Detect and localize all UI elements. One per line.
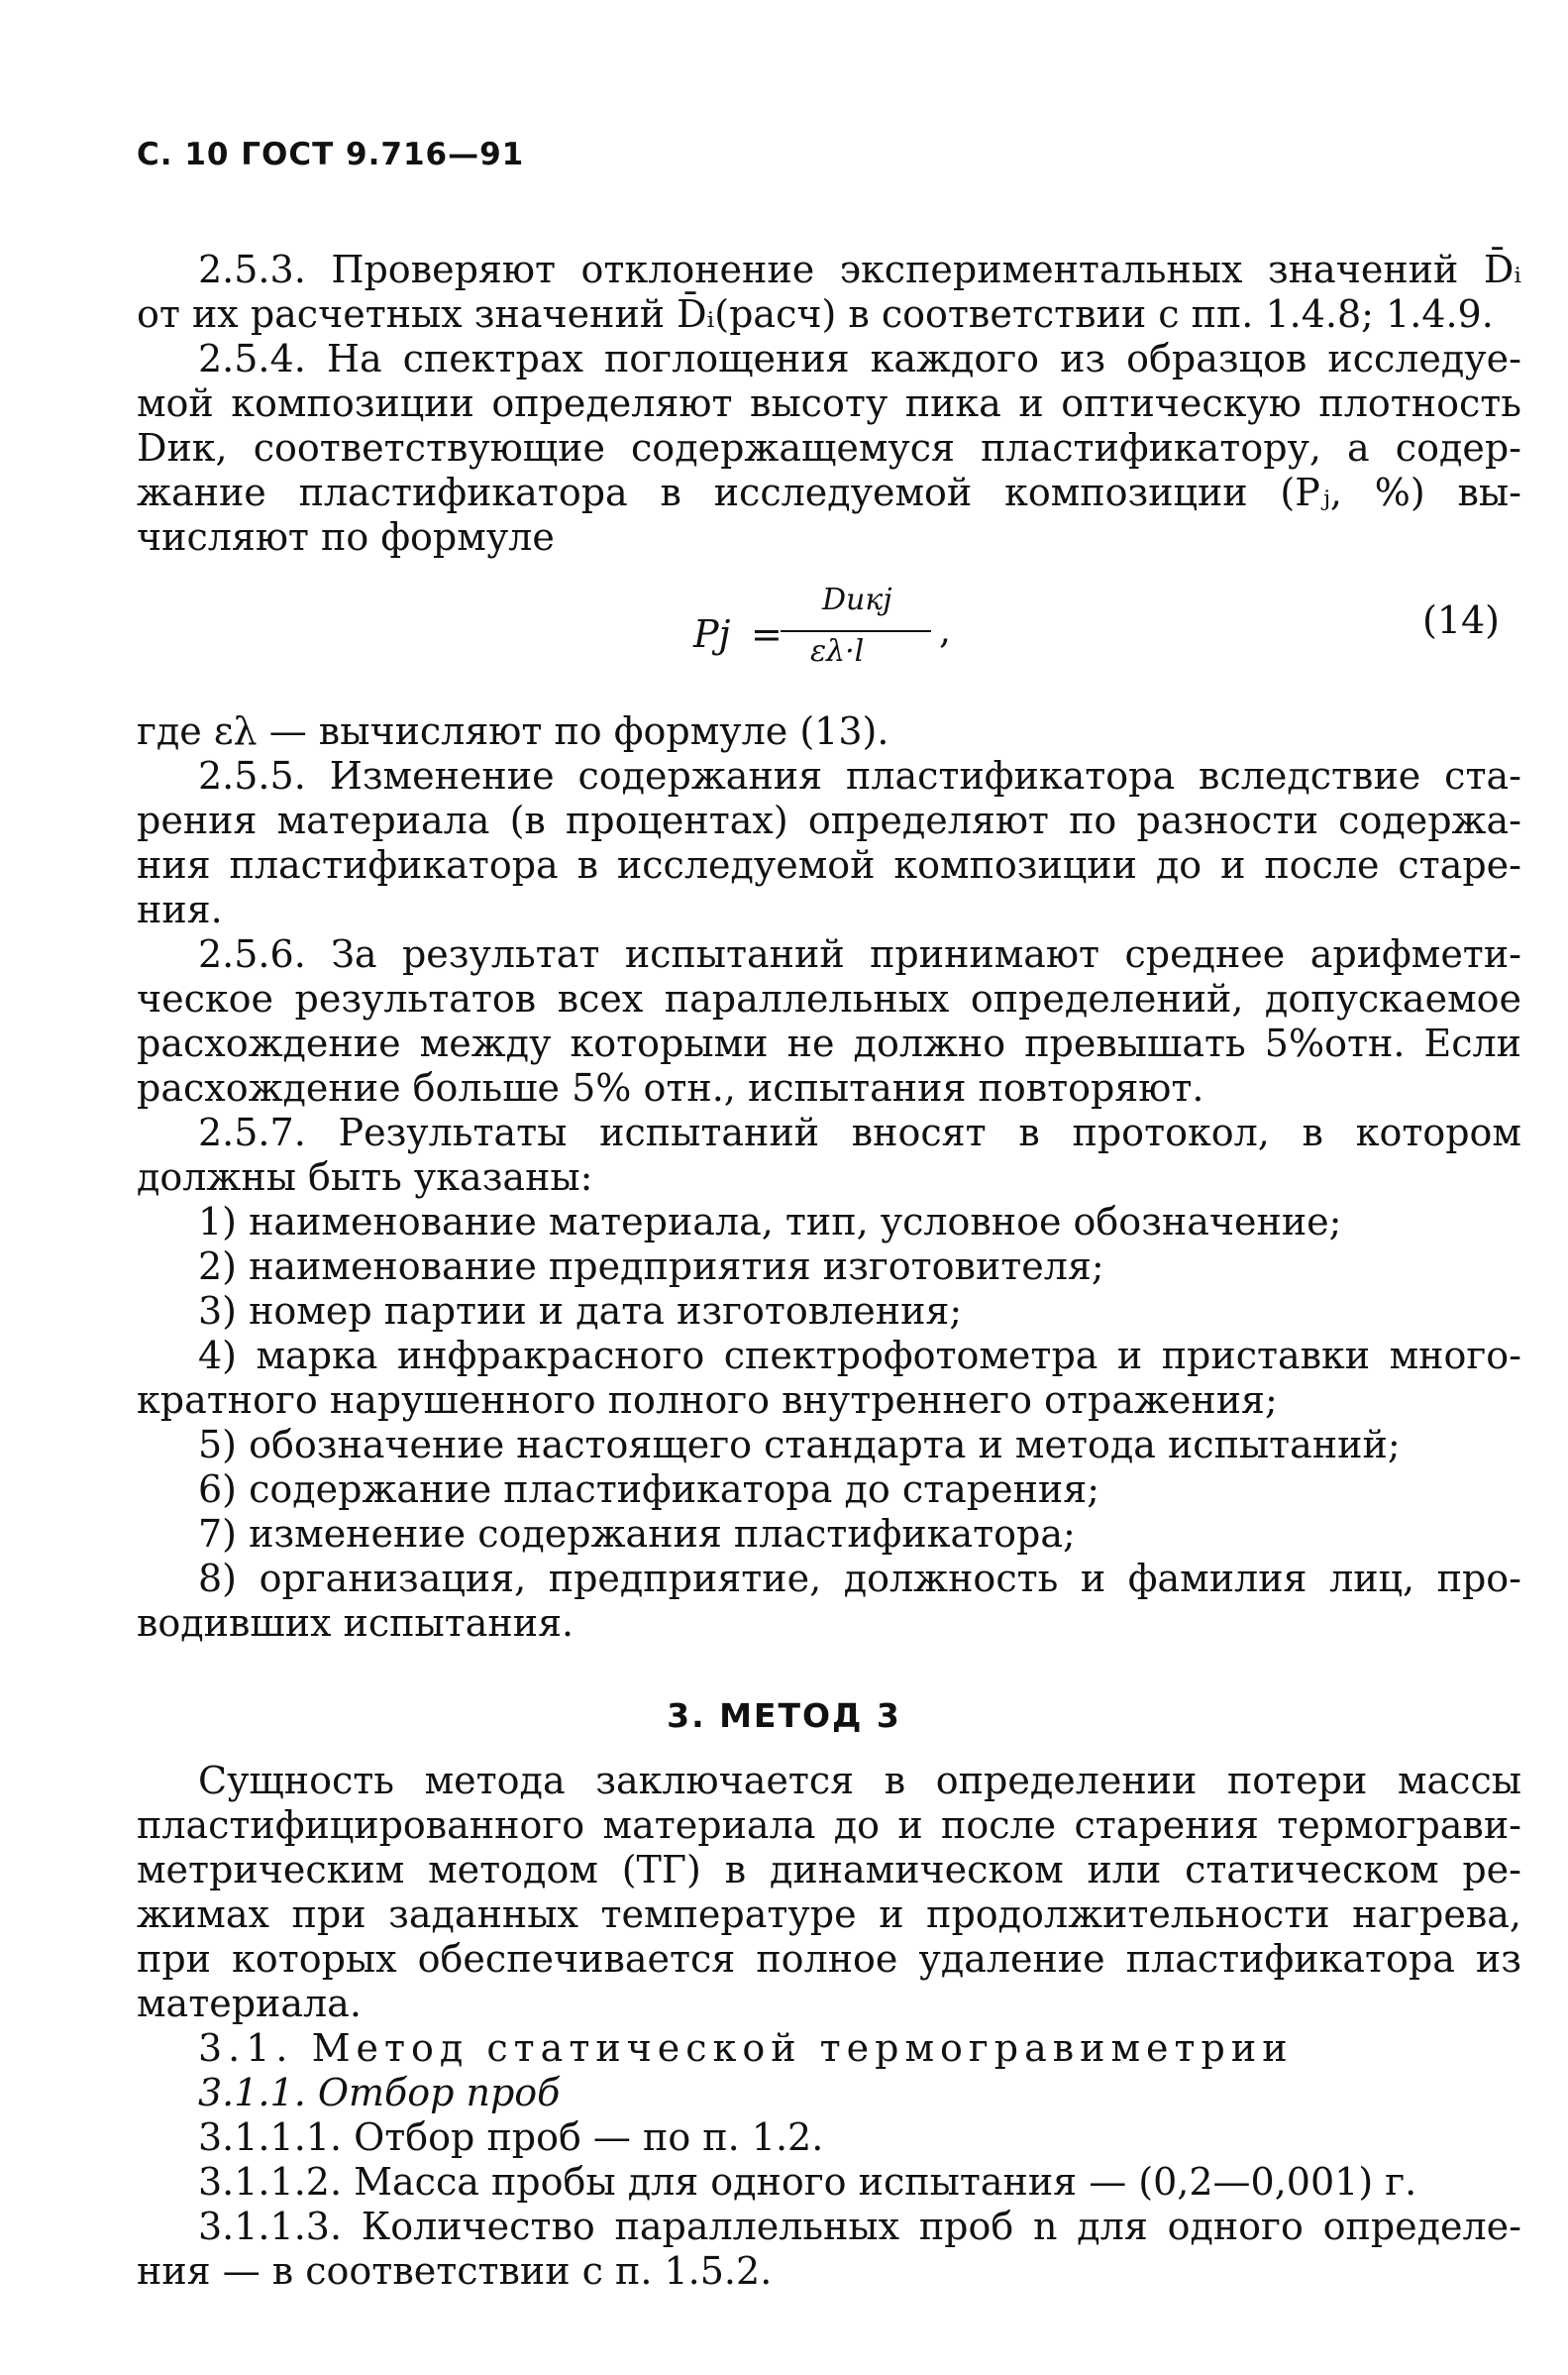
list-item: 1) наименование материала, тип, условное обозначение; — [198, 1200, 1342, 1243]
paragraph-2-5-5-line-2: рения материала (в процентах) определяют по разности содержа- — [137, 799, 1521, 842]
list-item: 6) содержание пластификатора до старения; — [198, 1467, 1100, 1511]
section-3-intro-line-5: при которых обеспечивается полное удаление пластификатора из — [137, 1937, 1521, 1981]
section-3-intro-line-3: метрическим методом (ТГ) в динамическом или статическом ре- — [137, 1848, 1521, 1891]
paragraph-2-5-4-line-5: числяют по формуле — [137, 515, 555, 559]
paragraph-2-5-5-line-4: ния. — [137, 888, 223, 931]
formula-14 — [693, 583, 991, 692]
subsection-3-1-title: 3.1. Метод статической термогравиметрии — [198, 2026, 1294, 2070]
paragraph-2-5-5-line-1: 2.5.5. Изменение содержания пластификатора вследствие ста- — [198, 754, 1521, 798]
paragraph-2-5-6-line-1: 2.5.6. За результат испытаний принимают среднее арифмети- — [198, 932, 1521, 976]
list-item: 7) изменение содержания пластификатора; — [198, 1512, 1076, 1556]
paragraph-2-5-4-line-4: жание пластификатора в исследуемой композиции (Pⱼ, %) вы- — [137, 471, 1521, 514]
formula-denominator: ελ·l — [810, 634, 865, 669]
formula-explanation: где ελ — вычисляют по формуле (13). — [137, 709, 889, 753]
section-3-intro-line-2: пластифицированного материала до и после старения термограви- — [137, 1803, 1521, 1847]
paragraph-2-5-5-line-3: ния пластификатора в исследуемой композиции до и после старе- — [137, 843, 1521, 887]
formula-lhs: Pj — [693, 612, 731, 656]
list-item: 3) номер партии и дата изготовления; — [198, 1289, 963, 1333]
list-item: 2) наименование предприятия изготовителя; — [198, 1244, 1104, 1288]
paragraph-3-1-1-2: 3.1.1.2. Масса пробы для одного испытания — (0,2—0,001) г. — [198, 2160, 1417, 2204]
section-3-intro-line-1: Сущность метода заключается в определении потери массы — [198, 1759, 1521, 1802]
paragraph-2-5-7-line-2: должны быть указаны: — [137, 1155, 593, 1199]
section-3-intro-line-6: материала. — [137, 1982, 362, 2025]
list-item: 4) марка инфракрасного спектрофотометра и приставки много- — [198, 1334, 1521, 1377]
section-3-intro-line-4: жимах при заданных температуре и продолжительности нагрева, — [137, 1892, 1521, 1936]
section-heading: 3. МЕТОД 3 — [667, 1696, 901, 1735]
paragraph-2-5-6-line-2: ческое результатов всех параллельных определений, допускаемое — [137, 977, 1521, 1021]
paragraph-2-5-6-line-4: расхождение больше 5% отн., испытания повторяют. — [137, 1066, 1204, 1110]
list-item: 5) обозначение настоящего стандарта и метода испытаний; — [198, 1423, 1401, 1466]
paragraph-2-5-3-line-2: от их расчетных значений D̄ᵢ(расч) в соответствии с пп. 1.4.8; 1.4.9. — [137, 292, 1494, 336]
subsection-3-1-1-title: 3.1.1. Отбор проб — [198, 2071, 561, 2114]
page-header: С. 10 ГОСТ 9.716—91 — [137, 137, 525, 172]
paragraph-2-5-7-line-1: 2.5.7. Результаты испытаний вносят в протокол, в котором — [198, 1111, 1521, 1154]
paragraph-2-5-4-line-1: 2.5.4. На спектрах поглощения каждого из образцов исследуе- — [198, 337, 1521, 380]
formula-number: (14) — [1422, 598, 1501, 642]
fraction-bar — [781, 630, 931, 632]
formula-comma: , — [939, 608, 952, 652]
paragraph-2-5-4-line-2: мой композиции определяют высоту пика и оптическую плотность — [137, 381, 1521, 425]
list-item-continuation: водивших испытания. — [137, 1601, 575, 1645]
list-item-continuation: кратного нарушенного полного внутреннего отражения; — [137, 1378, 1278, 1422]
list-item: 8) организация, предприятие, должность и фамилия лиц, про- — [198, 1557, 1521, 1600]
paragraph-2-5-6-line-3: расхождение между которыми не должно превышать 5%отн. Если — [137, 1022, 1521, 1065]
paragraph-3-1-1-3-line-1: 3.1.1.3. Количество параллельных проб n для одного определе- — [198, 2205, 1521, 2248]
paragraph-2-5-4-line-3: Dик, соответствующие содержащемуся пластификатору, а содер- — [137, 426, 1521, 470]
formula-equals: = — [751, 612, 783, 656]
paragraph-2-5-3-line-1: 2.5.3. Проверяют отклонение экспериментальных значений D̄ᵢ — [198, 248, 1521, 291]
formula-numerator: Dикj — [822, 583, 892, 617]
paragraph-3-1-1-1: 3.1.1.1. Отбор проб — по п. 1.2. — [198, 2115, 824, 2159]
paragraph-3-1-1-3-line-2: ния — в соответствии с п. 1.5.2. — [137, 2249, 773, 2293]
